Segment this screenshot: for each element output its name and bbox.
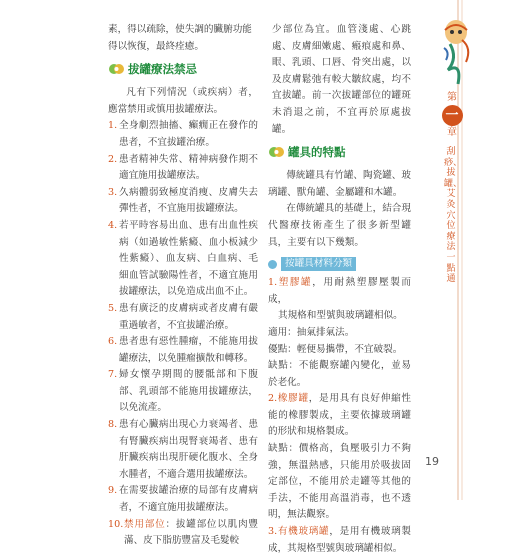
page-number: 19 — [425, 455, 439, 468]
right-column — [268, 22, 411, 557]
list-item: 2. 患者精神失常、精神病發作期不適宜施用拔罐療法。 — [108, 153, 258, 182]
list-item: 4. 若平時容易出血、患有出血性疾病（如過敏性紫癜、血小板減少性紫癜）、血友病、白血病、毛細血管試驗陽性者，不適宜施用拔罐療法，以免造成出血不止。 — [108, 219, 258, 298]
section-paragraph-1: 傳統罐具有竹罐、陶瓷罐、玻璃罐、獸角罐、金屬罐和木罐。 — [268, 170, 411, 198]
leaf-icon — [268, 145, 285, 159]
left-column — [108, 22, 258, 550]
continued-paragraph: 少部位為宜。血管淺處、心跳處、皮膚細嫩處、瘢痕處和鼻、眼、乳頭、口唇、骨突出處，以及皮膚鬆弛有較大皺紋處，均不宜拔罐。前一次拔罐部位的罐斑未消退之前，不宜再於原處拔罐。 — [272, 24, 411, 135]
subheading — [268, 257, 411, 271]
bullet-dot-icon — [268, 260, 277, 269]
section-heading-contraindications — [108, 61, 258, 77]
list-item: 9. 在需要拔罐治療的局部有皮膚病者，不適宜施用拔罐療法。 — [108, 485, 258, 514]
subheading-label: 按罐具材料分類 — [281, 257, 356, 271]
list-item: 3. 久病體弱致極度消瘦、皮膚失去彈性者，不宜施用拔罐療法。 — [108, 186, 258, 215]
material-item: 2.橡膠罐，是用具有良好伸縮性能的橡膠製成，主要依據玻璃罐的形狀和規格製成。 — [268, 393, 412, 438]
section-title: 拔罐療法禁忌 — [128, 62, 197, 77]
chapter-tab — [441, 92, 463, 139]
material-detail: 缺點：不能觀察罐內變化，並易於老化。 — [268, 360, 411, 388]
leaf-icon — [108, 62, 125, 76]
contraindication-list — [108, 118, 258, 549]
chapter-title: 刮痧、拔罐、艾灸穴位療法一點通 — [444, 147, 463, 285]
material-item: 3.有機玻璃罐，是用有機玻璃製成，其規格型號與玻璃罐相似。 — [268, 526, 412, 554]
material-detail: 適用：抽氣排氣法。 — [268, 326, 355, 338]
list-item: 1. 全身劇烈抽搐、癲癇正在發作的患者，不宜拔罐治療。 — [108, 120, 258, 148]
chapter-suffix: 章 — [447, 127, 457, 138]
chapter-prefix: 第 — [447, 92, 457, 103]
section-paragraph: 凡有下列情況（或疾病）者，應當禁用或慎用拔罐療法。 — [108, 87, 258, 115]
list-item: 7. 婦女懷孕期間的腰骶部和下腹部、乳頭部不能施用拔罐療法，以免流產。 — [108, 369, 258, 414]
opera-mask-icon — [440, 18, 478, 88]
section-paragraph-2: 在傳統罐具的基礎上，結合現代醫療技術產生了很多新型罐具，主要有以下幾類。 — [268, 203, 411, 248]
list-item: 6. 患者患有惡性腫瘤，不能施用拔罐療法，以免腫瘤擴散和轉移。 — [108, 336, 258, 364]
material-item: 1.塑膠罐，用耐熱塑膠壓製而成， — [268, 277, 412, 305]
intro-line-2: 得以恢復，最終痊癒。 — [108, 40, 204, 52]
list-item: 5. 患有廣泛的皮膚病或者皮膚有嚴重過敏者，不宜拔罐治療。 — [108, 302, 258, 331]
material-detail: 缺點：價格高，負壓吸引力不夠強，無溫熱感，只能用於吸拔固定部位，不能用於走罐等其他的手法，不能用高溫消毒，也不透明，無法觀察。 — [268, 443, 411, 521]
material-detail: 其規格和型號與玻璃罐相似。 — [278, 310, 403, 322]
list-item: 8. 患有心臟病出現心力衰竭者、患有腎臟疾病出現腎衰竭者、患有肝臟疾病出現肝硬化腹水、全身水腫者，不適合選用拔罐療法。 — [108, 419, 258, 480]
list-item: 10. 禁用部位：拔罐部位以肌肉豐滿、皮下脂肪豐富及毛髮較 — [108, 518, 258, 547]
material-detail: 優點：輕便易攜帶，不宜破裂。 — [268, 343, 403, 355]
intro-line-1: 素，得以疏除，使失調的臟腑功能 — [108, 24, 252, 35]
chapter-number: 一 — [442, 105, 463, 126]
section-title: 罐具的特點 — [288, 145, 346, 160]
section-heading-cup-features — [268, 144, 411, 160]
